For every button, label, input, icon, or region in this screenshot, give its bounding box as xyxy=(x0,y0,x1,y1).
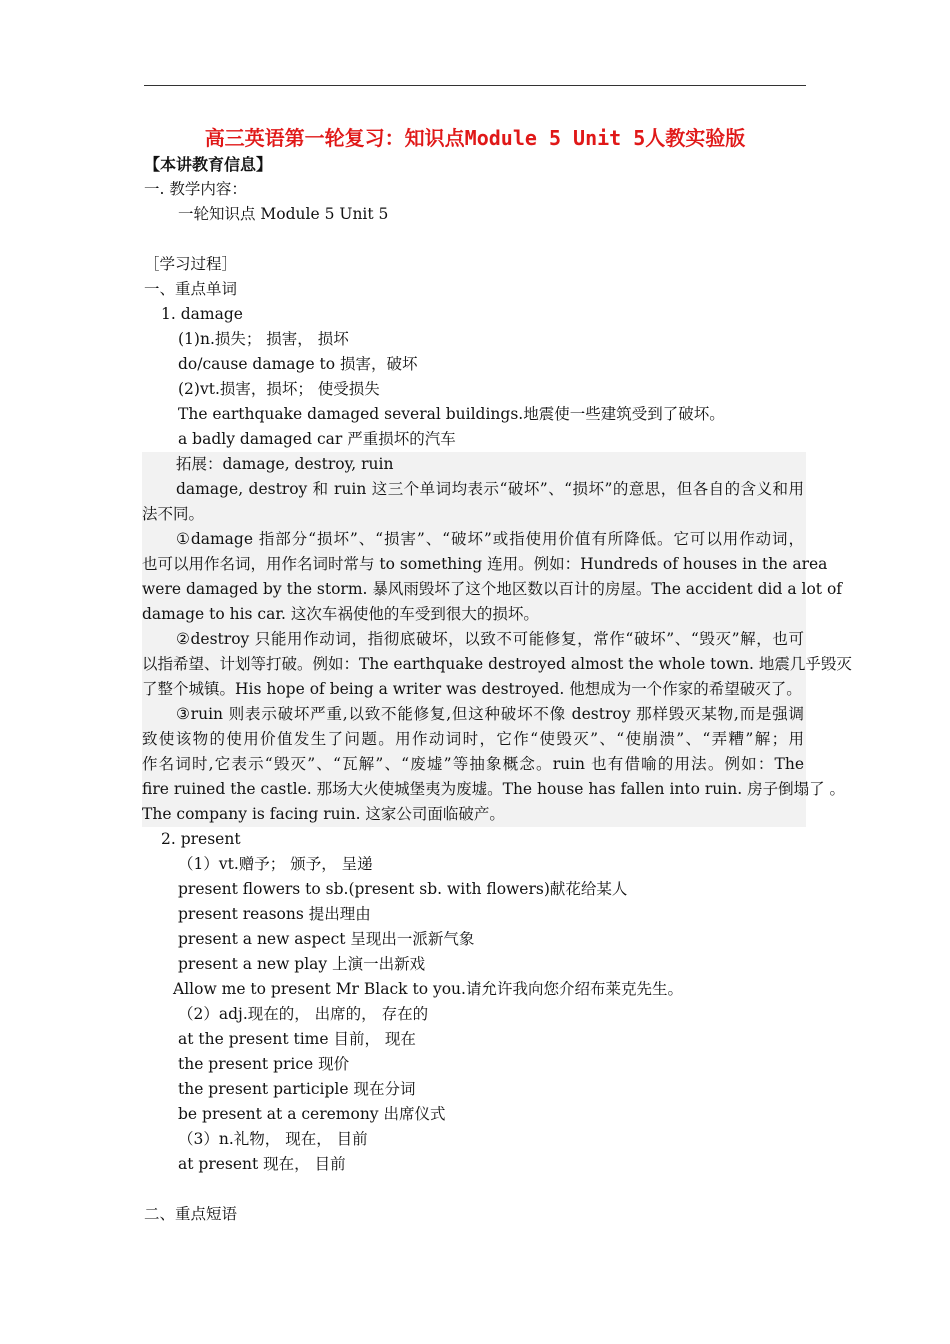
text-line: present reasons 提出理由 xyxy=(178,905,371,923)
text-line: fire ruined the castle. 那场大火使城堡夷为废墟。The house has fallen into ruin. 房子倒塌了 。 xyxy=(142,777,806,802)
text-line: 一、重点单词 xyxy=(144,280,238,298)
text-line: Allow me to present Mr Black to you.请允许我向您介绍布莱克先生。 xyxy=(173,980,683,998)
text-line: 二、重点短语 xyxy=(144,1205,238,1223)
text-line: 2. present xyxy=(161,830,241,848)
text-line: ③ruin 则表示破坏严重,以致不能修复,但这种破坏不像 destroy 那样毁灭某物,而是强调 xyxy=(142,702,806,727)
text-line: The earthquake damaged several buildings.地震使一些建筑受到了破坏。 xyxy=(178,405,725,423)
text-line: 以指希望、计划等打破。例如：The earthquake destroyed almost the whole town. 地震几乎毁灭 xyxy=(142,652,806,677)
text-line: 作名词时,它表示“毁灭”、“瓦解”、“废墟”等抽象概念。ruin 也有借喻的用法。例如：The xyxy=(142,752,806,777)
blank-line xyxy=(144,1177,806,1202)
text-line: ①damage 指部分“损坏”、“损害”、“破坏”或指使用价值有所降低。它可以用作动词， xyxy=(142,527,806,552)
text-line: the present participle 现在分词 xyxy=(178,1080,416,1098)
text-line: 一轮知识点 Module 5 Unit 5 xyxy=(178,205,389,223)
text-line: ②destroy 只能用作动词，指彻底破坏，以致不可能修复，常作“破坏”、“毁灭”解，也可 xyxy=(142,627,806,652)
header-rule xyxy=(144,85,806,86)
text-line: damage, destroy 和 ruin 这三个单词均表示“破坏”、“损坏”的意思，但各自的含义和用 xyxy=(142,477,806,502)
text-line: (2)vt.损害，损坏； 使受损失 xyxy=(178,380,380,398)
text-line: (1)n.损失； 损害， 损坏 xyxy=(178,330,349,348)
text-line: be present at a ceremony 出席仪式 xyxy=(178,1105,446,1123)
text-line: do/cause damage to 损害，破坏 xyxy=(178,355,418,373)
text-line: at the present time 目前， 现在 xyxy=(178,1030,416,1048)
document-body xyxy=(142,177,852,1227)
text-line: （3）n.礼物， 现在， 目前 xyxy=(178,1130,368,1148)
text-line: 了整个城镇。His hope of being a writer was destroyed. 他想成为一个作家的希望破灭了。 xyxy=(142,677,806,702)
section-heading: 【本讲教育信息】 xyxy=(144,155,273,174)
text-line: were damaged by the storm. 暴风雨毁坏了这个地区数以百计的房屋。The accident did a lot of xyxy=(142,577,806,602)
text-line: at present 现在， 目前 xyxy=(178,1155,346,1173)
text-line: 致使该物的使用价值发生了问题。用作动词时，它作“使毁灭”、“使崩溃”、“弄糟”解；用 xyxy=(142,727,806,752)
text-line: the present price 现价 xyxy=(178,1055,350,1073)
text-line: a badly damaged car 严重损坏的汽车 xyxy=(178,430,456,448)
text-line: 一. 教学内容： xyxy=(144,180,247,198)
document-title: 高三英语第一轮复习：知识点Module 5 Unit 5人教实验版 xyxy=(204,126,746,150)
text-line: （2）adj.现在的， 出席的， 存在的 xyxy=(178,1005,429,1023)
text-line: present a new play 上演一出新戏 xyxy=(178,955,426,973)
text-line: 也可以用作名词，用作名词时常与 to something 连用。例如：Hundreds of houses in the area xyxy=(142,552,806,577)
text-line: ［学习过程］ xyxy=(144,255,238,273)
text-line: damage to his car. 这次车祸使他的车受到很大的损坏。 xyxy=(142,602,806,627)
text-line: 法不同。 xyxy=(142,502,806,527)
text-line: present flowers to sb.(present sb. with flowers)献花给某人 xyxy=(178,880,628,898)
text-line: present a new aspect 呈现出一派新气象 xyxy=(178,930,475,948)
text-line: （1）vt.赠予； 颁予， 呈递 xyxy=(178,855,373,873)
blank-line xyxy=(144,227,806,252)
text-line: 拓展：damage, destroy, ruin xyxy=(142,452,806,477)
text-line: The company is facing ruin. 这家公司面临破产。 xyxy=(142,802,806,827)
text-line: 1. damage xyxy=(161,305,243,323)
